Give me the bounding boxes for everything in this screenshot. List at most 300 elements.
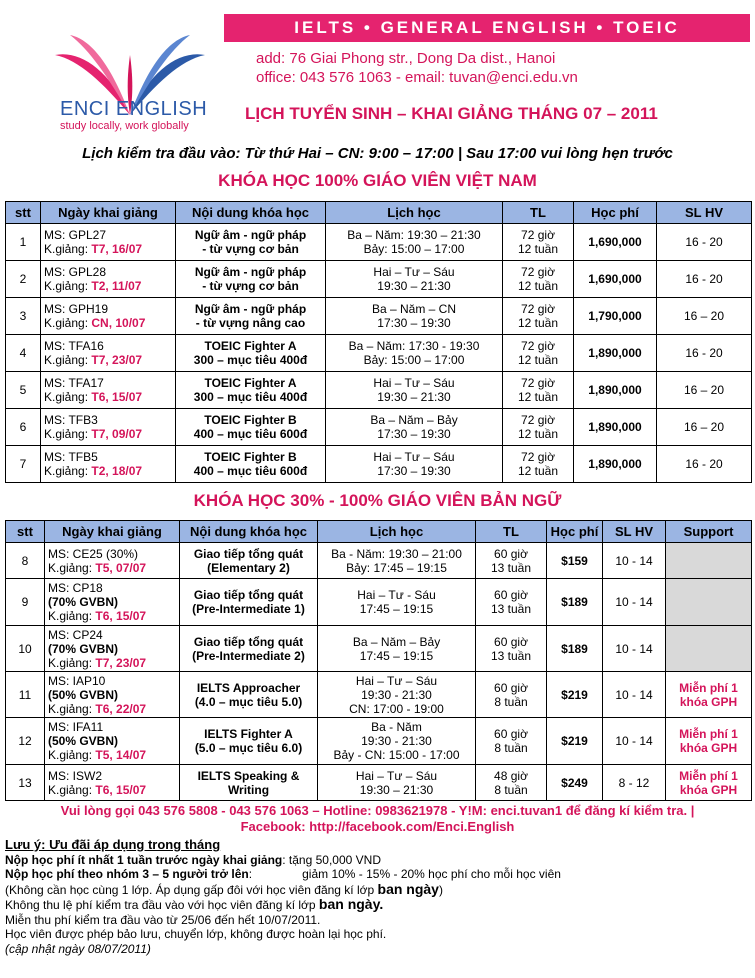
- schedule-line: Ba – Năm: 17:30 - 19:30: [348, 339, 480, 353]
- course-code: MS: GPH19: [44, 302, 109, 316]
- content-line: 400 – mục tiêu 600đ: [193, 464, 308, 478]
- start-date-label: K.giảng:: [44, 390, 92, 404]
- duration-line: 13 tuần: [490, 648, 532, 663]
- duration-cell: [476, 543, 547, 579]
- schedule-line: 19:30 - 21:30: [361, 687, 432, 702]
- table-row: [6, 543, 752, 579]
- content-line: TOEIC Fighter B: [204, 413, 297, 427]
- start-date-cell: [45, 626, 180, 672]
- start-date-label: K.giảng:: [44, 242, 92, 256]
- support-line: Miễn phí 1: [679, 768, 738, 783]
- start-date-cell: [41, 335, 176, 372]
- start-date-label: K.giảng:: [48, 655, 96, 670]
- content-line: (5.0 – mục tiêu 6.0): [194, 741, 303, 755]
- stt-cell: 12: [6, 718, 45, 765]
- start-date-cell: [45, 543, 180, 579]
- class-size-cell: 10 - 14: [603, 672, 666, 718]
- fee-cell: $219: [547, 718, 603, 765]
- schedule-line: Hai – Tư – Sáu: [373, 376, 455, 390]
- course-code: MS: TFB5: [44, 450, 98, 464]
- entrance-test-text: Lịch kiểm tra đầu vào: Từ thứ Hai – CN: 9:00 – 17:00 | Sau 17:00 vui lòng hẹn trước: [82, 145, 673, 162]
- schedule-line: Hai – Tư – Sáu: [355, 768, 438, 783]
- duration-line: 60 giờ: [494, 634, 528, 649]
- duration-line: 12 tuần: [517, 427, 559, 441]
- course-content-cell: [176, 335, 326, 372]
- schedule-line: 19:30 – 21:30: [377, 390, 451, 404]
- course-code: MS: CE25 (30%): [48, 546, 139, 561]
- duration-cell: [503, 224, 574, 261]
- schedule-line: Bảy: 15:00 – 17:00: [363, 242, 465, 256]
- note-1-rest: : tặng 50,000 VND: [282, 852, 381, 867]
- start-date-value: T6, 15/07: [95, 782, 147, 797]
- duration-line: 12 tuần: [517, 242, 559, 256]
- duration-cell: [476, 672, 547, 718]
- course-code: MS: TFA17: [44, 376, 104, 390]
- note-2-bold: Nộp học phí theo nhóm 3 – 5 người trở lên: [5, 867, 249, 881]
- fee-cell: 1,890,000: [574, 372, 657, 409]
- support-line: Miễn phí 1: [679, 727, 738, 741]
- schedule-line: Ba – Năm – Bảy: [352, 634, 441, 649]
- note-6: Học viên được phép bảo lưu, chuyển lớp, không được hoàn lại học phí.: [5, 927, 387, 941]
- brand-name: ENCI ENGLISH: [60, 98, 208, 120]
- start-date: [48, 748, 177, 762]
- note-3-pre: (Không cần học cùng 1 lớp. Áp dụng gấp đôi với học viên đăng kí lớp: [5, 882, 378, 897]
- fee-cell: $189: [547, 579, 603, 626]
- course-code: MS: GPL27: [44, 228, 107, 242]
- schedule-line: 19:30 – 21:30: [359, 782, 434, 797]
- fee-cell: 1,890,000: [574, 409, 657, 446]
- note-3: [5, 882, 750, 898]
- start-date: [44, 353, 173, 367]
- start-date-value: T5, 14/07: [95, 748, 147, 762]
- schedule-cell: [318, 543, 476, 579]
- content-line: - từ vựng cơ bản: [202, 279, 299, 293]
- course-code: MS: CP24: [48, 627, 103, 642]
- class-size-cell: 10 - 14: [603, 579, 666, 626]
- duration-line: 48 giờ: [494, 768, 528, 783]
- stt-cell: 11: [6, 672, 45, 718]
- class-size-cell: 16 - 20: [657, 224, 752, 261]
- duration-line: 72 giờ: [521, 413, 555, 427]
- course-content-cell: [176, 261, 326, 298]
- fee-cell: $249: [547, 765, 603, 801]
- start-date-value: T7, 23/07: [95, 655, 147, 670]
- stt-cell: 2: [6, 261, 41, 298]
- fee-cell: 1,890,000: [574, 335, 657, 372]
- start-date-value: T6, 15/07: [91, 390, 143, 404]
- note-5: Miễn thu phí kiểm tra đầu vào từ 25/06 đến hết 10/07/2011.: [5, 912, 321, 927]
- duration-line: 60 giờ: [494, 727, 528, 741]
- start-date-value: T2, 11/07: [91, 279, 142, 293]
- duration-line: 72 giờ: [521, 228, 555, 242]
- content-line: IELTS Fighter A: [204, 727, 293, 741]
- start-date-value: T7, 16/07: [91, 242, 143, 256]
- native-teacher-table: [5, 520, 752, 801]
- fee-cell: 1,790,000: [574, 298, 657, 335]
- column-header: SL HV: [603, 521, 666, 543]
- class-size-cell: 16 - 20: [657, 335, 752, 372]
- schedule-cell: [318, 672, 476, 718]
- section2-title: KHÓA HỌC 30% - 100% GIÁO VIÊN BẢN NGỮ: [193, 491, 562, 510]
- schedule-line: Hai – Tư – Sáu: [373, 450, 455, 464]
- start-date-label: K.giảng:: [44, 279, 92, 293]
- table-row: [6, 298, 752, 335]
- class-size-cell: 16 - 20: [657, 446, 752, 483]
- course-code: (50% GVBN): [48, 734, 119, 748]
- start-date: [48, 609, 177, 623]
- duration-line: 60 giờ: [494, 680, 528, 695]
- start-date-cell: [41, 446, 176, 483]
- duration-cell: [503, 335, 574, 372]
- content-line: TOEIC Fighter A: [204, 339, 297, 353]
- table-row: [6, 409, 752, 446]
- stt-cell: 9: [6, 579, 45, 626]
- notes-section: [5, 838, 750, 956]
- column-header: stt: [6, 521, 45, 543]
- stt-cell: 10: [6, 626, 45, 672]
- course-content-cell: [180, 626, 318, 672]
- course-code: MS: TFA16: [44, 339, 104, 353]
- support-cell: [666, 579, 752, 626]
- note-2-rest: : giảm 10% - 15% - 20% học phí cho mỗi học viên: [248, 867, 561, 881]
- table-row: [6, 718, 752, 765]
- schedule-line: 19:30 – 21:30: [377, 279, 451, 293]
- class-size-cell: 16 - 20: [657, 261, 752, 298]
- table-row: [6, 765, 752, 801]
- schedule-line: Hai – Tư – Sáu: [355, 673, 438, 688]
- schedule-cell: [326, 224, 503, 261]
- course-content-cell: [180, 543, 318, 579]
- class-size-cell: 16 – 20: [657, 409, 752, 446]
- column-header: Support: [666, 521, 752, 543]
- office-contact: office: 043 576 1063 - email: tuvan@enci.edu.vn: [256, 69, 578, 86]
- schedule-line: Ba – Năm: 19:30 – 21:30: [347, 228, 481, 242]
- start-date-label: K.giảng:: [48, 748, 96, 762]
- schedule-cell: [326, 409, 503, 446]
- content-line: 400 – mục tiêu 600đ: [193, 427, 308, 441]
- duration-line: 8 tuần: [494, 694, 528, 709]
- content-line: Ngữ âm - ngữ pháp: [194, 228, 307, 242]
- start-date-label: K.giảng:: [48, 609, 96, 623]
- content-line: TOEIC Fighter A: [204, 376, 297, 390]
- start-date-cell: [45, 765, 180, 801]
- schedule-line: Bảy - CN: 15:00 - 17:00: [333, 748, 460, 762]
- support-cell: [666, 718, 752, 765]
- table-row: [6, 372, 752, 409]
- schedule-cell: [318, 765, 476, 801]
- start-date-cell: [45, 579, 180, 626]
- stt-cell: 13: [6, 765, 45, 801]
- start-date: [44, 464, 173, 478]
- note-updated: (cập nhật ngày 08/07/2011): [5, 941, 151, 956]
- stt-cell: 7: [6, 446, 41, 483]
- support-cell: [666, 672, 752, 718]
- duration-line: 12 tuần: [517, 279, 559, 293]
- table-row: [6, 446, 752, 483]
- schedule-line: Hai – Tư - Sáu: [357, 588, 436, 602]
- course-code: MS: IFA11: [48, 720, 104, 734]
- duration-cell: [476, 718, 547, 765]
- start-date-label: K.giảng:: [44, 353, 92, 367]
- class-size-cell: 10 - 14: [603, 543, 666, 579]
- note-1-bold: Nộp học phí ít nhất 1 tuần trước ngày khai giảng: [5, 852, 283, 867]
- column-header: Lịch học: [318, 521, 476, 543]
- start-date: [48, 656, 177, 670]
- column-header: TL: [476, 521, 547, 543]
- course-content-cell: [176, 224, 326, 261]
- start-date-label: K.giảng:: [48, 701, 96, 716]
- notes-heading: Lưu ý: Ưu đãi áp dụng trong tháng: [5, 837, 221, 852]
- start-date-label: K.giảng:: [48, 560, 96, 575]
- table-row: [6, 579, 752, 626]
- support-line: khóa GPH: [679, 782, 738, 797]
- start-date-cell: [41, 298, 176, 335]
- table-row: [6, 335, 752, 372]
- start-date-cell: [41, 372, 176, 409]
- contact-info: [0, 803, 755, 835]
- class-size-cell: 16 – 20: [657, 298, 752, 335]
- content-line: Giao tiếp tổng quát: [193, 546, 304, 561]
- course-code: (70% GVBN): [48, 641, 119, 656]
- start-date-value: T6, 22/07: [95, 701, 147, 716]
- note-2: [5, 867, 750, 882]
- content-line: Ngữ âm - ngữ pháp: [194, 265, 307, 279]
- entrance-test-schedule: [0, 145, 755, 162]
- start-date: [44, 316, 173, 330]
- support-cell: [666, 543, 752, 579]
- duration-line: 72 giờ: [521, 265, 555, 279]
- schedule-line: Hai – Tư – Sáu: [373, 265, 455, 279]
- column-header: stt: [6, 202, 41, 224]
- course-code: (70% GVBN): [48, 595, 119, 609]
- schedule-cell: [326, 261, 503, 298]
- note-4: [5, 897, 750, 913]
- content-line: Giao tiếp tổng quát: [193, 634, 304, 649]
- start-date-label: K.giảng:: [44, 316, 92, 330]
- support-line: khóa GPH: [679, 694, 738, 709]
- schedule-line: Ba – Năm – CN: [371, 302, 457, 316]
- start-date-value: T6, 15/07: [95, 609, 147, 623]
- content-line: 300 – mục tiêu 400đ: [193, 390, 308, 404]
- course-content-cell: [176, 409, 326, 446]
- course-content-cell: [180, 765, 318, 801]
- start-date-label: K.giảng:: [44, 464, 92, 478]
- vietnamese-teacher-table: [5, 201, 752, 483]
- class-size-cell: 16 – 20: [657, 372, 752, 409]
- duration-cell: [503, 261, 574, 298]
- duration-line: 13 tuần: [490, 602, 532, 616]
- duration-line: 72 giờ: [521, 376, 555, 390]
- start-date-label: K.giảng:: [44, 427, 92, 441]
- column-header: Nội dung khóa học: [176, 202, 326, 224]
- start-date-value: T2, 18/07: [91, 464, 143, 478]
- course-content-cell: [176, 372, 326, 409]
- class-size-cell: 10 - 14: [603, 718, 666, 765]
- start-date: [44, 390, 173, 404]
- start-date-value: T7, 09/07: [91, 427, 143, 441]
- table-row: [6, 261, 752, 298]
- content-line: Writing: [227, 782, 270, 797]
- fee-cell: $219: [547, 672, 603, 718]
- fee-cell: 1,690,000: [574, 224, 657, 261]
- schedule-line: 17:30 – 19:30: [377, 316, 451, 330]
- class-size-cell: 10 - 14: [603, 626, 666, 672]
- note-4-big: ban ngày.: [318, 896, 384, 912]
- duration-cell: [503, 446, 574, 483]
- duration-line: 12 tuần: [517, 353, 559, 367]
- duration-cell: [476, 626, 547, 672]
- content-line: (Pre-Intermediate 1): [192, 602, 305, 616]
- course-code: MS: ISW2: [48, 768, 103, 783]
- course-content-cell: [180, 718, 318, 765]
- schedule-cell: [318, 626, 476, 672]
- course-content-cell: [176, 298, 326, 335]
- course-code: MS: CP18: [48, 581, 103, 595]
- content-line: (Pre-Intermediate 2): [192, 648, 305, 663]
- duration-line: 13 tuần: [490, 560, 532, 575]
- course-code: MS: TFB3: [44, 413, 98, 427]
- contact-line-1: Vui lòng gọi 043 576 5808 - 043 576 1063 – Hotline: 0983621978 - Y!M: enci.tuvan1 để đăng kí kiểm tra. |: [60, 803, 695, 818]
- schedule-line: Ba – Năm – Bảy: [370, 413, 458, 427]
- content-line: 300 – mục tiêu 400đ: [193, 353, 308, 367]
- course-banner: IELTS • GENERAL ENGLISH • TOEIC: [224, 14, 750, 42]
- schedule-line: Ba - Năm: 19:30 – 21:00: [331, 546, 462, 561]
- content-line: - từ vựng cơ bản: [202, 242, 299, 256]
- column-header: Nội dung khóa học: [180, 521, 318, 543]
- stt-cell: 6: [6, 409, 41, 446]
- fee-cell: 1,890,000: [574, 446, 657, 483]
- duration-line: 60 giờ: [494, 588, 528, 602]
- start-date-cell: [45, 718, 180, 765]
- contact-line-2: Facebook: http://facebook.com/Enci.English: [240, 819, 515, 834]
- column-header: SL HV: [657, 202, 752, 224]
- schedule-cell: [326, 372, 503, 409]
- content-line: TOEIC Fighter B: [204, 450, 297, 464]
- support-cell: [666, 626, 752, 672]
- schedule-line: 17:45 – 19:15: [359, 602, 434, 616]
- duration-cell: [476, 579, 547, 626]
- schedule-cell: [326, 335, 503, 372]
- page-title: LỊCH TUYỂN SINH – KHAI GIẢNG THÁNG 07 – 2011: [245, 104, 658, 123]
- start-date-value: T5, 07/07: [95, 560, 147, 575]
- schedule-line: 17:30 – 19:30: [377, 464, 451, 478]
- duration-cell: [503, 372, 574, 409]
- start-date-cell: [41, 409, 176, 446]
- schedule-cell: [326, 446, 503, 483]
- course-code: MS: IAP10: [48, 673, 106, 688]
- column-header: Ngày khai giảng: [45, 521, 180, 543]
- table-row: [6, 672, 752, 718]
- column-header: Học phí: [547, 521, 603, 543]
- content-line: (Elementary 2): [207, 560, 290, 575]
- duration-line: 12 tuần: [517, 390, 559, 404]
- schedule-line: CN: 17:00 - 19:00: [349, 701, 444, 716]
- support-line: khóa GPH: [679, 741, 738, 755]
- start-date: [44, 279, 173, 293]
- table-row: [6, 224, 752, 261]
- address: add: 76 Giai Phong str., Dong Da dist., Hanoi: [256, 50, 556, 67]
- duration-line: 72 giờ: [521, 450, 555, 464]
- content-line: Ngữ âm - ngữ pháp: [194, 302, 307, 316]
- schedule-line: 19:30 - 21:30: [361, 734, 432, 748]
- course-content-cell: [176, 446, 326, 483]
- duration-cell: [503, 298, 574, 335]
- stt-cell: 4: [6, 335, 41, 372]
- course-code: MS: GPL28: [44, 265, 107, 279]
- note-3-big: ban ngày: [377, 880, 439, 897]
- column-header: Ngày khai giảng: [41, 202, 176, 224]
- column-header: Lịch học: [326, 202, 503, 224]
- fee-cell: $159: [547, 543, 603, 579]
- schedule-line: Ba - Năm: [371, 720, 422, 734]
- start-date-cell: [45, 672, 180, 718]
- content-line: IELTS Approacher: [196, 680, 301, 695]
- start-date-value: CN, 10/07: [91, 316, 146, 330]
- schedule-line: Bảy: 17:45 – 19:15: [346, 560, 447, 575]
- note-4-pre: Không thu lệ phí kiểm tra đầu vào với học viên đăng kí lớp: [5, 898, 319, 912]
- fee-cell: $189: [547, 626, 603, 672]
- duration-line: 60 giờ: [494, 546, 528, 561]
- course-content-cell: [180, 672, 318, 718]
- start-date-cell: [41, 261, 176, 298]
- note-3-post: ): [438, 882, 443, 897]
- class-size-cell: 8 - 12: [603, 765, 666, 801]
- start-date: [48, 702, 177, 716]
- schedule-cell: [318, 579, 476, 626]
- support-cell: [666, 765, 752, 801]
- schedule-cell: [318, 718, 476, 765]
- support-line: Miễn phí 1: [679, 680, 738, 695]
- schedule-line: Bảy: 15:00 – 17:00: [363, 353, 465, 367]
- start-date-label: K.giảng:: [48, 782, 96, 797]
- content-line: IELTS Speaking &: [197, 768, 300, 783]
- start-date: [44, 427, 173, 441]
- table-row: [6, 626, 752, 672]
- schedule-line: 17:45 – 19:15: [359, 648, 434, 663]
- schedule-line: 17:30 – 19:30: [377, 427, 451, 441]
- column-header: Học phí: [574, 202, 657, 224]
- course-content-cell: [180, 579, 318, 626]
- start-date-cell: [41, 224, 176, 261]
- start-date-value: T7, 23/07: [91, 353, 143, 367]
- stt-cell: 3: [6, 298, 41, 335]
- start-date: [44, 242, 173, 256]
- start-date: [48, 783, 177, 797]
- duration-cell: [503, 409, 574, 446]
- duration-line: 12 tuần: [517, 464, 559, 478]
- column-header: TL: [503, 202, 574, 224]
- stt-cell: 1: [6, 224, 41, 261]
- duration-line: 72 giờ: [521, 339, 555, 353]
- course-code: (50% GVBN): [48, 687, 119, 702]
- brand-tagline: study locally, work globally: [60, 120, 189, 132]
- stt-cell: 8: [6, 543, 45, 579]
- duration-cell: [476, 765, 547, 801]
- stt-cell: 5: [6, 372, 41, 409]
- start-date: [48, 561, 177, 575]
- schedule-cell: [326, 298, 503, 335]
- note-1: [5, 853, 750, 868]
- section1-title: KHÓA HỌC 100% GIÁO VIÊN VIỆT NAM: [218, 171, 537, 190]
- fee-cell: 1,690,000: [574, 261, 657, 298]
- content-line: (4.0 – mục tiêu 5.0): [194, 694, 303, 709]
- content-line: - từ vựng nâng cao: [195, 316, 306, 330]
- duration-line: 8 tuần: [494, 741, 528, 755]
- content-line: Giao tiếp tổng quát: [193, 588, 304, 602]
- duration-line: 12 tuần: [517, 316, 559, 330]
- duration-line: 72 giờ: [521, 302, 555, 316]
- duration-line: 8 tuần: [494, 782, 528, 797]
